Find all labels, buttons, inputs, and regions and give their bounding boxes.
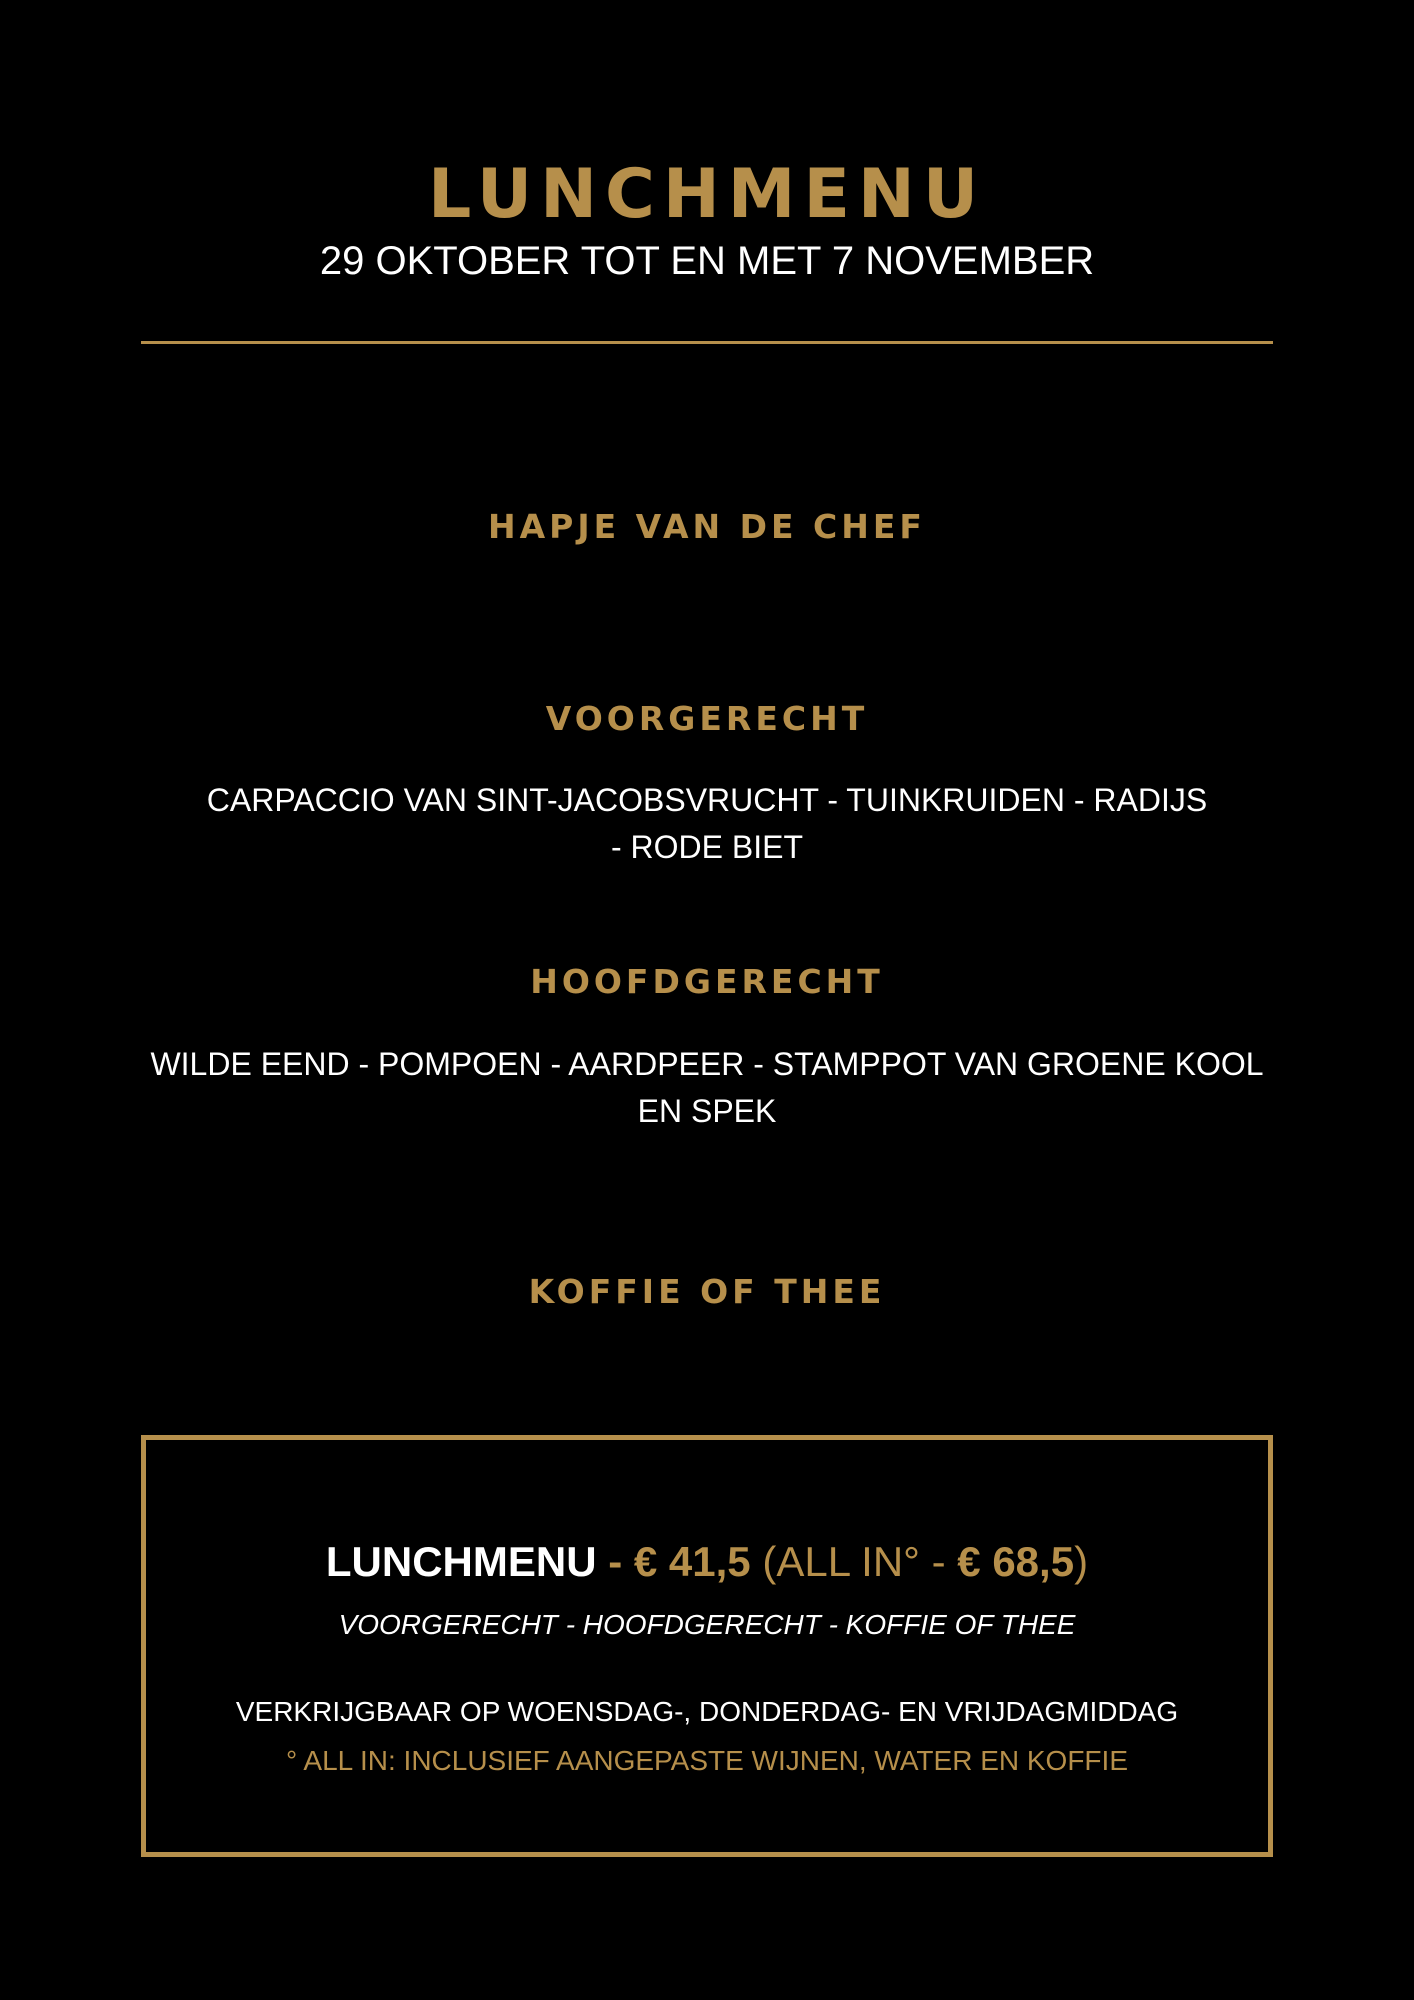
- price-separator: -: [596, 1538, 634, 1585]
- section-heading-voorgerecht: VOORGERECHT: [545, 699, 869, 738]
- date-range: 29 OKTOBER TOT EN MET 7 NOVEMBER: [319, 239, 1095, 283]
- price-menu-name: LUNCHMENU: [325, 1538, 597, 1585]
- section-heading-hoofdgerecht: HOOFDGERECHT: [530, 962, 884, 1001]
- all-in-footnote: ° ALL IN: INCLUSIEF AANGEPASTE WIJNEN, WATER EN KOFFIE: [285, 1745, 1128, 1776]
- menu-header: [0, 155, 1414, 287]
- header-divider: [141, 341, 1273, 344]
- price-line: [146, 1536, 1268, 1588]
- section-heading-hapje: HAPJE VAN DE CHEF: [488, 507, 926, 546]
- included-courses: VOORGERECHT - HOOFDGERECHT - KOFFIE OF THEE: [338, 1609, 1076, 1640]
- dish-voorgerecht-line-2: - RODE BIET: [610, 829, 803, 865]
- dish-hoofdgerecht: [141, 1041, 1273, 1135]
- all-in-open: (ALL IN° -: [750, 1538, 958, 1585]
- section-heading-koffie: KOFFIE OF THEE: [528, 1272, 886, 1311]
- menu-price: € 41,5: [633, 1538, 751, 1585]
- dish-voorgerecht: [141, 777, 1273, 871]
- availability-note: VERKRIJGBAAR OP WOENSDAG-, DONDERDAG- EN VRIJDAGMIDDAG: [235, 1696, 1179, 1727]
- all-in-close: ): [1074, 1538, 1089, 1585]
- price-box: [141, 1435, 1273, 1857]
- all-in-price: € 68,5: [957, 1538, 1075, 1585]
- menu-title: LUNCHMENU: [427, 155, 987, 234]
- dish-voorgerecht-line-1: CARPACCIO VAN SINT-JACOBSVRUCHT - TUINKRUIDEN - RADIJS: [206, 782, 1208, 818]
- dish-hoofdgerecht-line-2: EN SPEK: [637, 1093, 777, 1129]
- dish-hoofdgerecht-line-1: WILDE EEND - POMPOEN - AARDPEER - STAMPPOT VAN GROENE KOOL: [150, 1046, 1264, 1082]
